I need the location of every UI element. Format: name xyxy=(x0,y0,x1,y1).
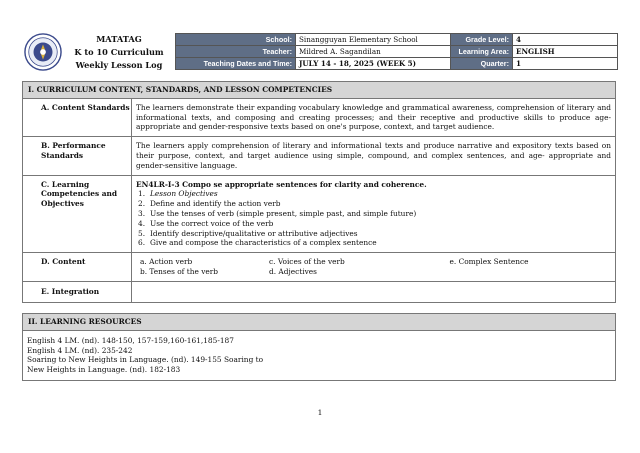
content-items-cell xyxy=(132,253,616,282)
curriculum-name: MATATAG xyxy=(96,34,142,44)
teaching-dates-label: Teaching Dates and Time: xyxy=(176,58,296,70)
teacher-label: Teacher: xyxy=(176,46,296,58)
deped-seal-logo xyxy=(24,33,62,71)
quarter-value: 1 xyxy=(513,58,618,70)
teacher-value: Mildred A. Sagandilan xyxy=(296,46,451,58)
page-number: 1 xyxy=(317,408,323,417)
objective-item: 5. Identify descriptive/qualitative or attributive adjectives xyxy=(138,228,358,238)
school-value: Sinangguyan Elementary School xyxy=(296,34,451,46)
learning-resources-table xyxy=(22,313,616,381)
header-titles xyxy=(64,33,174,72)
section-2-title: II. LEARNING RESOURCES xyxy=(23,314,616,331)
learning-area-label: Learning Area: xyxy=(451,46,513,58)
content-item-a: a. Action verb xyxy=(140,257,193,267)
resource-line: Soaring to New Heights in Language. (nd). 149-155 Soaring to xyxy=(27,355,264,365)
content-item-d: d. Adjectives xyxy=(269,266,317,276)
integration-label: E. Integration xyxy=(23,281,132,302)
performance-standards-label: B. Performance Standards xyxy=(23,137,132,175)
learning-competencies-cell xyxy=(132,175,616,253)
objective-item: 6. Give and compose the characteristics of a complex sentence xyxy=(138,238,377,248)
content-items-table xyxy=(136,257,611,277)
content-label: D. Content xyxy=(23,253,132,282)
curriculum-section-table xyxy=(22,81,616,303)
objective-item: 4. Use the correct voice of the verb xyxy=(138,218,274,228)
resources-cell xyxy=(23,330,616,380)
section-1-title: I. CURRICULUM CONTENT, STANDARDS, AND LESSON COMPETENCIES xyxy=(23,82,616,99)
learning-area-value: ENGLISH xyxy=(513,46,618,58)
grade-level-value: 4 xyxy=(513,34,618,46)
quarter-label: Quarter: xyxy=(451,58,513,70)
performance-standards-text: The learners apply comprehension of literary and informational texts and produce narrative and expository texts based on their purpose, context, and target audience using simple, compound, and complex sentences, and age- appropriate and gender-sensitive language. xyxy=(132,137,616,175)
content-item-b: b. Tenses of the verb xyxy=(140,266,219,276)
document-type: Weekly Lesson Log xyxy=(75,60,163,70)
resource-line: English 4 LM. (nd). 235-242 xyxy=(27,345,133,355)
content-item-c: c. Voices of the verb xyxy=(269,257,345,267)
curriculum-subtitle: K to 10 Curriculum xyxy=(74,47,164,57)
objective-item: 2. Define and identify the action verb xyxy=(138,199,281,209)
content-item-e: e. Complex Sentence xyxy=(449,257,529,267)
objective-item: 1. Lesson Objectives xyxy=(138,189,218,199)
content-standards-text: The learners demonstrate their expanding vocabulary knowledge and grammatical awareness, comprehension of literary and informational texts, and composing and creating processes; and their receptive and productive skills to produce age-appropriate and gender-responsive texts based on one's purpose, context, and target audience. xyxy=(132,98,616,136)
school-label: School: xyxy=(176,34,296,46)
content-standards-label: A. Content Standards xyxy=(23,98,132,136)
teaching-dates-value: JULY 14 - 18, 2025 (WEEK 5) xyxy=(296,58,451,70)
grade-level-label: Grade Level: xyxy=(451,34,513,46)
resource-line: New Heights in Language. (nd). 182-183 xyxy=(27,365,181,375)
objectives-list xyxy=(136,189,611,248)
competency-code: EN4LR-I-3 Compo se appropriate sentences for clarity and coherence. xyxy=(136,179,427,189)
integration-text xyxy=(132,281,616,302)
objective-item: 3. Use the tenses of verb (simple present, simple past, and simple future) xyxy=(138,208,417,218)
resource-line: English 4 LM. (nd). 148-150, 157-159,160-161,185-187 xyxy=(27,335,234,345)
learning-competencies-label: C. Learning Competencies and Objectives xyxy=(23,175,132,253)
header-info-table xyxy=(175,33,618,70)
